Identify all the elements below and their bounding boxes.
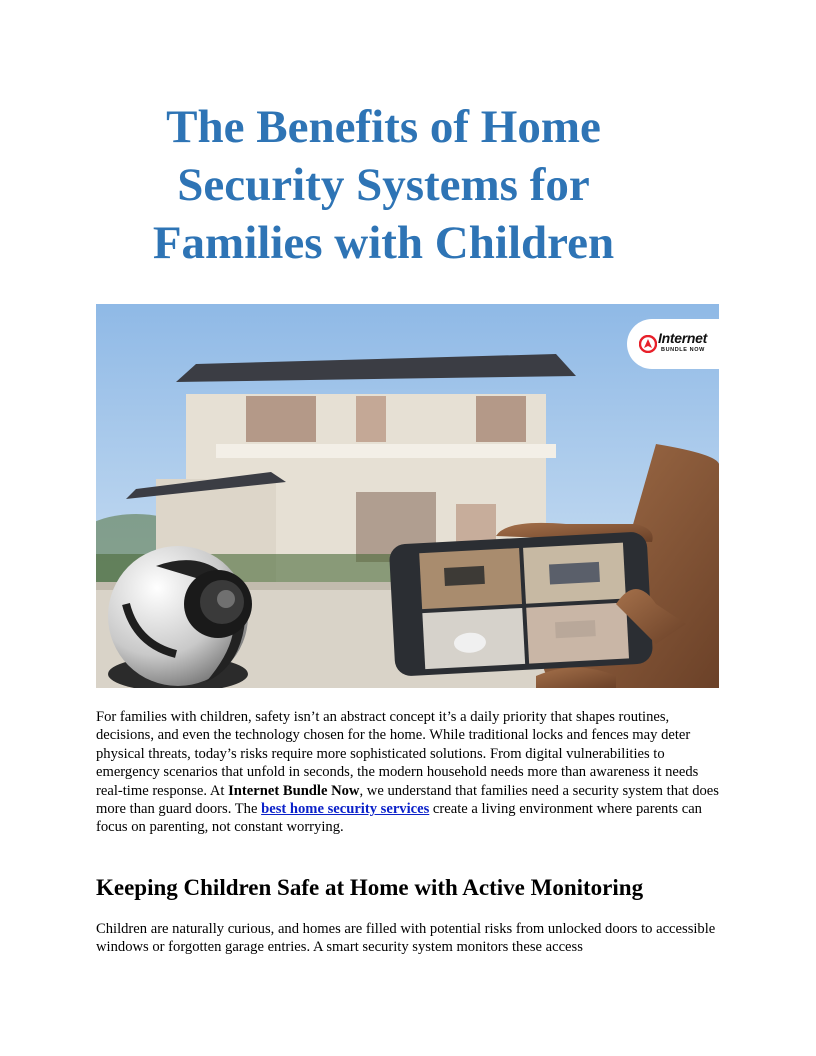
section-heading: Keeping Children Safe at Home with Active Monitoring	[96, 875, 644, 900]
intro-text-3: create a living environment where parents can focus on parenting, not constant worrying.	[96, 801, 702, 836]
hero-illustration	[96, 304, 719, 688]
brand-mark-icon	[639, 335, 657, 353]
intro-text-2: , we understand that families need a security system that does more than guard doors. The	[96, 782, 719, 818]
intro-paragraph	[96, 708, 724, 837]
logo-wordmark: Internet	[658, 330, 707, 346]
intro-text-1: For families with children, safety isn’t an abstract concept it’s a daily priority that shapes routines, decisions, and even the technology chosen for the home. While traditional locks and fences may deter physical threats, today’s risks require more sophisticated solutions. From digital vulnerabilities to emergency scenarios that unfold in seconds, the modern household needs more than awareness it needs real-time response. At	[96, 709, 699, 799]
hero-image	[96, 304, 719, 688]
logo-subtext: BUNDLE NOW	[661, 347, 705, 353]
page-title	[96, 98, 671, 272]
section-paragraph: Children are naturally curious, and homes are filled with potential risks from unlocked doors to accessible windows or forgotten garage entries. A smart security system monitors these access	[96, 921, 716, 956]
title-line-3: Families with Children	[152, 217, 615, 269]
brand-logo	[627, 319, 719, 369]
title-line-1: The Benefits of Home	[166, 101, 601, 153]
brand-name: Internet Bundle Now	[228, 782, 360, 799]
title-line-2: Security Systems for	[177, 159, 590, 211]
best-home-security-link[interactable]: best home security services	[261, 801, 430, 818]
